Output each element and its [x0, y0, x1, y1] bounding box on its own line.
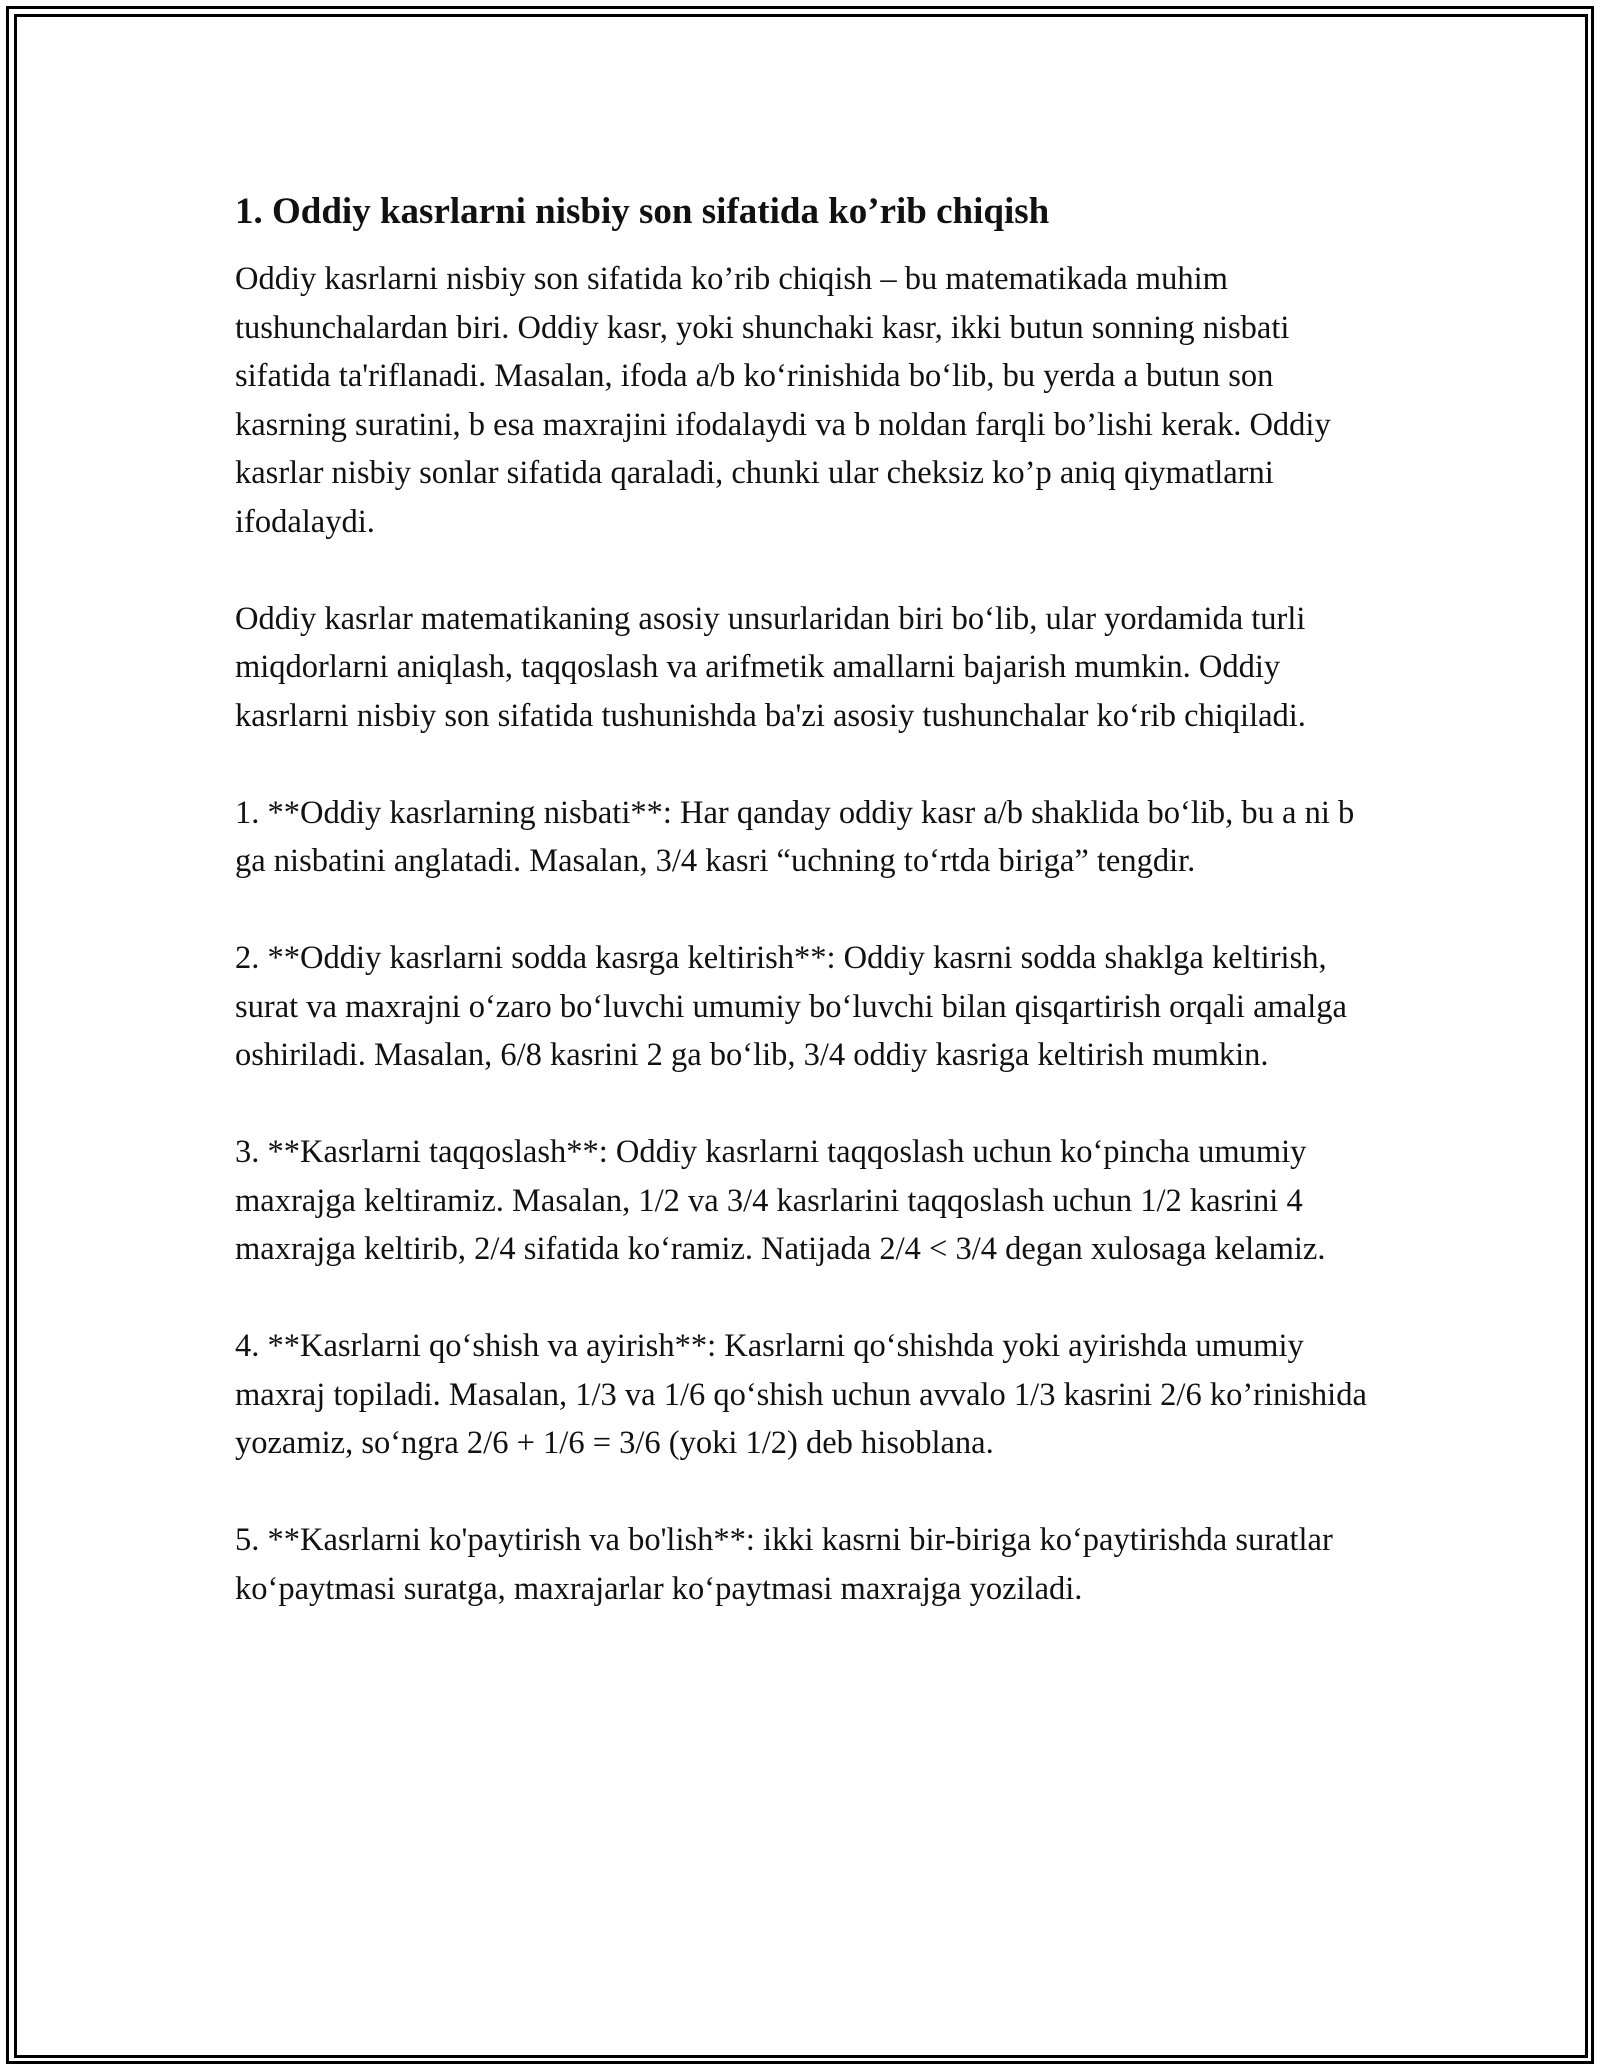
document-body — [235, 186, 1370, 1662]
page-title: 1. Oddiy kasrlarni nisbiy son sifatida ko’rib chiqish — [235, 191, 1050, 232]
paragraph-overview: Oddiy kasrlar matematikaning asosiy unsurlaridan biri bo‘lib, ular yordamida turli miqdorlarni aniqlash, taqqoslash va arifmetik amallarni bajarish mumkin. Oddiy kasrlarni nisbiy son sifatida tushunishda ba'zi asosiy tushunchalar ko‘rib chiqiladi. — [235, 600, 1306, 734]
list-item-add-subtract: 4. **Kasrlarni qo‘shish va ayirish**: Kasrlarni qo‘shishda yoki ayirishda umumiy maxraj topiladi. Masalan, 1/3 va 1/6 qo‘shish uchun avvalo 1/3 kasrini 2/6 ko’rinishida yozamiz, so‘ngra 2/6 + 1/6 = 3/6 (yoki 1/2) deb hisoblana. — [235, 1328, 1367, 1461]
list-item-simplify: 2. **Oddiy kasrlarni sodda kasrga keltirish**: Oddiy kasrni sodda shaklga keltirish, surat va maxrajni o‘zaro bo‘luvchi umumiy bo‘luvchi bilan qisqartirish orqali amalga oshiriladi. Masalan, 6/8 kasrini 2 ga bo‘lib, 3/4 oddiy kasriga keltirish mumkin. — [235, 940, 1347, 1073]
list-item-multiply-divide: 5. **Kasrlarni ko'paytirish va bo'lish**: ikki kasrni bir-biriga ko‘paytirishda suratlar ko‘paytmasi suratga, maxrajarlar ko‘paytmasi maxrajga yoziladi. — [235, 1522, 1333, 1607]
list-item-compare: 3. **Kasrlarni taqqoslash**: Oddiy kasrlarni taqqoslash uchun ko‘pincha umumiy maxrajga keltiramiz. Masalan, 1/2 va 3/4 kasrlarini taqqoslash uchun 1/2 kasrini 4 maxrajga keltirib, 2/4 sifatida ko‘ramiz. Natijada 2/4 < 3/4 degan xulosaga kelamiz. — [235, 1134, 1326, 1267]
paragraph-intro: Oddiy kasrlarni nisbiy son sifatida ko’rib chiqish – bu matematikada muhim tushunchalardan biri. Oddiy kasr, yoki shunchaki kasr, ikki butun sonning nisbati sifatida ta'riflanadi. Masalan, ifoda a/b ko‘rinishida bo‘lib, bu yerda a butun son kasrning suratini, b esa maxrajini ifodalaydi va b noldan farqli bo’lishi kerak. Oddiy kasrlar nisbiy sonlar sifatida qaraladi, chunki ular cheksiz ko’p aniq qiymatlarni ifodalaydi. — [235, 261, 1331, 540]
list-item-ratio: 1. **Oddiy kasrlarning nisbati**: Har qanday oddiy kasr a/b shaklida bo‘lib, bu a ni b ga nisbatini anglatadi. Masalan, 3/4 kasri “uchning to‘rtda biriga” tengdir. — [235, 794, 1355, 879]
